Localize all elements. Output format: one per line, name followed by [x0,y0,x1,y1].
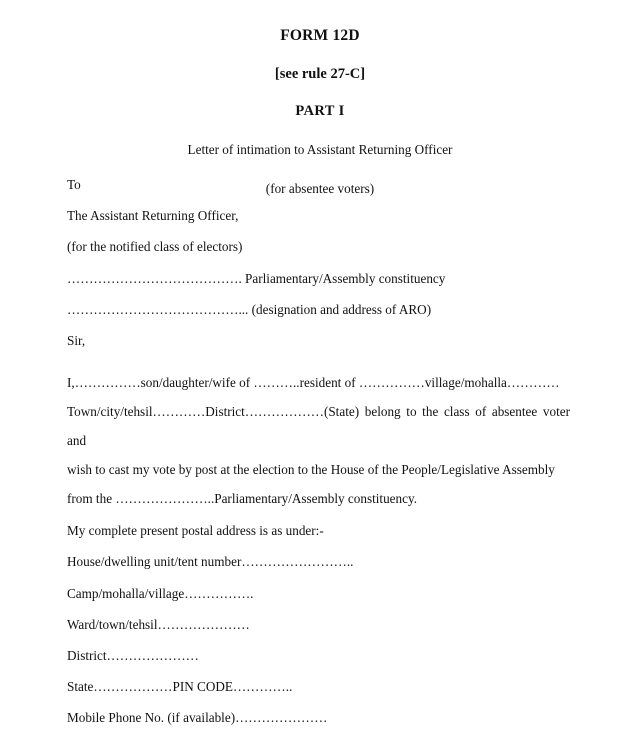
declaration-line-2: Town/city/tehsil…………District………………(State) belong to the class of absentee voter and [67,404,570,449]
document-subtitle-secondary: (for absentee voters) [265,180,375,196]
salutation-sir: Sir, [67,333,86,349]
rule-reference: [see rule 27-C] [274,65,366,82]
constituency-blank-line: …………………………………. Parliamentary/Assembly constituency [67,270,446,286]
part-heading: PART I [295,103,345,119]
addressee-class-note: (for the notified class of electors) [67,239,243,255]
addressee-officer: The Assistant Returning Officer, [67,208,239,224]
addressee-to-label: To [67,177,81,192]
postal-address-house: House/dwelling unit/tent number…………………….. [67,554,354,570]
postal-address-ward: Ward/town/tehsil………………… [67,616,250,632]
document-subtitle: Letter of intimation to Assistant Returning Officer [187,141,453,157]
form-title: FORM 12D [280,27,360,44]
document-body [67,178,570,743]
postal-address-mobile: Mobile Phone No. (if available)………………… [67,710,328,726]
postal-address-intro: My complete present postal address is as under:- [67,523,324,539]
postal-address-section [67,524,570,724]
declaration-line-3: wish to cast my vote by post at the election to the House of the People/Legislative Assembly [67,462,555,478]
document-header [0,0,640,195]
postal-address-state-pin: State………………PIN CODE………….. [67,679,293,695]
postal-address-district: District………………… [67,648,199,664]
declaration-line-1: I,……………son/daughter/wife of ………..resident of ……………village/mohalla………… [67,375,560,391]
postal-address-camp: Camp/mohalla/village……………. [67,585,254,601]
designation-blank-line: …………………………………... (designation and address of ARO) [67,301,432,317]
declaration-line-4: from the …………………..Parliamentary/Assembly constituency. [67,491,418,507]
